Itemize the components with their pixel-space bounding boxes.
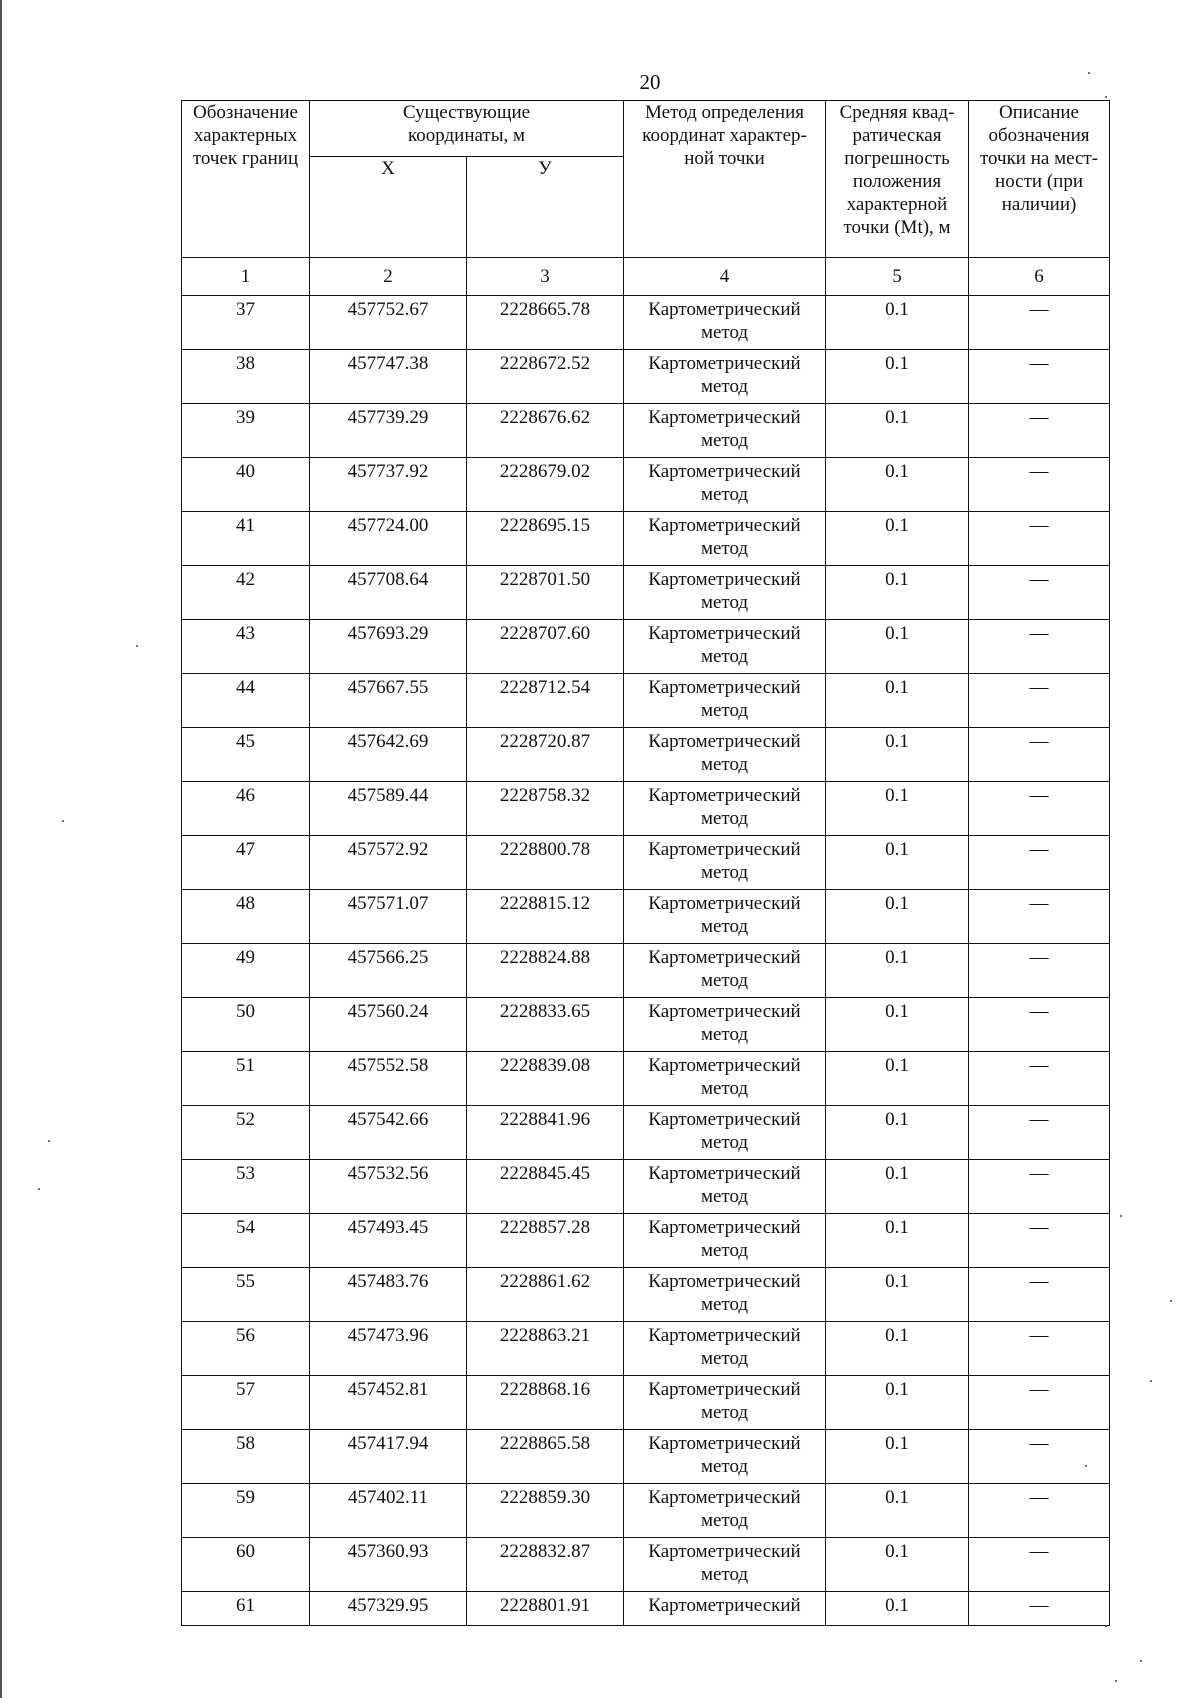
table-row <box>182 1484 1110 1538</box>
point-number-cell: 40 <box>182 458 310 512</box>
header-error-line: характерной <box>846 194 948 215</box>
description-cell: — <box>969 782 1110 836</box>
page-edge-line <box>0 0 2 1698</box>
method-text: Картометрический <box>648 569 801 590</box>
point-number-cell: 57 <box>182 1376 310 1430</box>
header-error-line: положения <box>852 171 942 192</box>
y-coordinate-cell: 2228712.54 <box>467 674 624 728</box>
x-coordinate-cell: 457402.11 <box>310 1484 467 1538</box>
y-coordinate-cell: 2228857.28 <box>467 1214 624 1268</box>
point-number-cell: 54 <box>182 1214 310 1268</box>
method-text: метод <box>700 1510 749 1531</box>
table-row <box>182 890 1110 944</box>
description-cell: — <box>969 836 1110 890</box>
error-value-cell: 0.1 <box>826 1322 969 1376</box>
scan-speck <box>62 820 64 822</box>
error-value-cell: 0.1 <box>826 890 969 944</box>
error-value-cell: 0.1 <box>826 728 969 782</box>
method-text: метод <box>700 970 749 991</box>
table-row <box>182 782 1110 836</box>
point-number-cell: 46 <box>182 782 310 836</box>
header-method-line: Метод определения <box>645 102 804 123</box>
point-number-cell: 49 <box>182 944 310 998</box>
point-number-cell: 43 <box>182 620 310 674</box>
point-number-cell: 41 <box>182 512 310 566</box>
point-number-cell: 45 <box>182 728 310 782</box>
x-coordinate-cell: 457566.25 <box>310 944 467 998</box>
table-row <box>182 296 1110 350</box>
x-coordinate-cell: 457552.58 <box>310 1052 467 1106</box>
method-text: метод <box>700 322 749 343</box>
x-coordinate-cell: 457724.00 <box>310 512 467 566</box>
table-row <box>182 1592 1110 1626</box>
point-number-cell: 50 <box>182 998 310 1052</box>
error-value-cell: 0.1 <box>826 1268 969 1322</box>
table-row <box>182 998 1110 1052</box>
x-coordinate-cell: 457642.69 <box>310 728 467 782</box>
point-number-cell: 39 <box>182 404 310 458</box>
header-description-line: точки на мест- <box>979 148 1099 169</box>
error-value-cell: 0.1 <box>826 566 969 620</box>
description-cell: — <box>969 1430 1110 1484</box>
method-cell <box>624 1106 826 1160</box>
scan-speck <box>1115 1680 1117 1682</box>
description-cell: — <box>969 512 1110 566</box>
description-cell: — <box>969 404 1110 458</box>
scan-speck <box>1140 1660 1142 1662</box>
y-coordinate-cell: 2228863.21 <box>467 1322 624 1376</box>
x-coordinate-cell: 457452.81 <box>310 1376 467 1430</box>
table-row <box>182 404 1110 458</box>
x-coordinate-cell: 457739.29 <box>310 404 467 458</box>
method-text: метод <box>700 376 749 397</box>
page-number: 20 <box>639 70 661 94</box>
y-coordinate-cell: 2228758.32 <box>467 782 624 836</box>
x-coordinate-cell: 457560.24 <box>310 998 467 1052</box>
method-text: Картометрический <box>648 893 801 914</box>
method-cell <box>624 512 826 566</box>
method-text: Картометрический <box>648 1379 801 1400</box>
error-value-cell: 0.1 <box>826 782 969 836</box>
header-coordinates <box>310 101 624 157</box>
description-cell: — <box>969 1538 1110 1592</box>
scan-speck <box>1085 1465 1087 1467</box>
table-row <box>182 512 1110 566</box>
scan-speck <box>1105 1625 1107 1627</box>
method-cell <box>624 728 826 782</box>
method-text: Картометрический <box>648 299 801 320</box>
table-row <box>182 458 1110 512</box>
method-cell <box>624 944 826 998</box>
method-text: метод <box>700 862 749 883</box>
error-value-cell: 0.1 <box>826 620 969 674</box>
header-method-line: ной точки <box>684 148 765 169</box>
x-coordinate-cell: 457572.92 <box>310 836 467 890</box>
scan-speck <box>1088 72 1090 74</box>
x-coordinate-cell: 457693.29 <box>310 620 467 674</box>
description-cell: — <box>969 1322 1110 1376</box>
description-cell: — <box>969 1052 1110 1106</box>
method-text: Картометрический <box>648 1055 801 1076</box>
y-coordinate-cell: 2228824.88 <box>467 944 624 998</box>
x-coordinate-cell: 457493.45 <box>310 1214 467 1268</box>
method-text: Картометрический <box>648 623 801 644</box>
y-coordinate-cell: 2228801.91 <box>467 1592 624 1626</box>
y-coordinate-cell: 2228841.96 <box>467 1106 624 1160</box>
description-cell: — <box>969 674 1110 728</box>
scan-speck <box>1170 1300 1172 1302</box>
header-description-line: Описание <box>999 102 1079 123</box>
description-cell: — <box>969 1268 1110 1322</box>
method-cell <box>624 674 826 728</box>
point-number-cell: 48 <box>182 890 310 944</box>
table-row <box>182 944 1110 998</box>
header-description-line: ности (при <box>995 171 1083 192</box>
point-number-cell: 55 <box>182 1268 310 1322</box>
method-cell <box>624 1322 826 1376</box>
y-coordinate-cell: 2228707.60 <box>467 620 624 674</box>
point-number-cell: 61 <box>182 1592 310 1626</box>
table-header <box>182 101 1110 296</box>
x-coordinate-cell: 457737.92 <box>310 458 467 512</box>
method-text: Картометрический <box>648 515 801 536</box>
method-text: Картометрический <box>648 1109 801 1130</box>
scan-speck <box>1150 1380 1152 1382</box>
header-description-line: обозначения <box>988 125 1090 146</box>
header-designation <box>182 101 310 258</box>
point-number-cell: 47 <box>182 836 310 890</box>
method-text: метод <box>700 1348 749 1369</box>
method-cell <box>624 404 826 458</box>
error-value-cell: 0.1 <box>826 998 969 1052</box>
error-value-cell: 0.1 <box>826 458 969 512</box>
y-coordinate-cell: 2228701.50 <box>467 566 624 620</box>
method-text: Картометрический <box>648 1163 801 1184</box>
method-cell <box>624 566 826 620</box>
table-row <box>182 1538 1110 1592</box>
description-cell: — <box>969 620 1110 674</box>
method-text: метод <box>700 484 749 505</box>
table-row <box>182 1268 1110 1322</box>
method-text: Картометрический <box>648 947 801 968</box>
error-value-cell: 0.1 <box>826 512 969 566</box>
x-coordinate-cell: 457542.66 <box>310 1106 467 1160</box>
description-cell: — <box>969 1160 1110 1214</box>
header-method <box>624 101 826 258</box>
point-number-cell: 53 <box>182 1160 310 1214</box>
method-text: Картометрический <box>648 461 801 482</box>
header-coordinates-line: Существующие <box>402 102 531 123</box>
method-text: метод <box>700 1564 749 1585</box>
point-number-cell: 52 <box>182 1106 310 1160</box>
description-cell: — <box>969 944 1110 998</box>
method-text: метод <box>700 1294 749 1315</box>
y-coordinate-cell: 2228800.78 <box>467 836 624 890</box>
column-number: 4 <box>624 258 826 296</box>
error-value-cell: 0.1 <box>826 944 969 998</box>
header-designation-line: точек границ <box>192 148 299 169</box>
error-value-cell: 0.1 <box>826 836 969 890</box>
header-error-line: погрешность <box>844 148 950 169</box>
y-coordinate-cell: 2228861.62 <box>467 1268 624 1322</box>
y-coordinate-cell: 2228865.58 <box>467 1430 624 1484</box>
error-value-cell: 0.1 <box>826 350 969 404</box>
point-number-cell: 56 <box>182 1322 310 1376</box>
method-text: Картометрический <box>648 785 801 806</box>
method-text: Картометрический <box>648 1325 801 1346</box>
error-value-cell: 0.1 <box>826 1484 969 1538</box>
y-coordinate-cell: 2228868.16 <box>467 1376 624 1430</box>
method-cell <box>624 1160 826 1214</box>
method-cell <box>624 782 826 836</box>
table-row <box>182 620 1110 674</box>
error-value-cell: 0.1 <box>826 1052 969 1106</box>
table-row <box>182 350 1110 404</box>
description-cell: — <box>969 566 1110 620</box>
method-text: Картометрический <box>648 839 801 860</box>
method-cell <box>624 296 826 350</box>
error-value-cell: 0.1 <box>826 1376 969 1430</box>
method-cell <box>624 350 826 404</box>
column-number: 5 <box>826 258 969 296</box>
method-cell <box>624 1592 826 1626</box>
x-coordinate-cell: 457483.76 <box>310 1268 467 1322</box>
header-description <box>969 101 1110 258</box>
scan-speck <box>1105 96 1107 98</box>
description-cell: — <box>969 350 1110 404</box>
x-coordinate-cell: 457747.38 <box>310 350 467 404</box>
method-cell <box>624 1376 826 1430</box>
x-coordinate-cell: 457571.07 <box>310 890 467 944</box>
table-row <box>182 1214 1110 1268</box>
method-cell <box>624 890 826 944</box>
y-coordinate-cell: 2228672.52 <box>467 350 624 404</box>
table-row <box>182 566 1110 620</box>
scan-speck <box>1120 1215 1122 1217</box>
method-text: Картометрический <box>648 677 801 698</box>
error-value-cell: 0.1 <box>826 1106 969 1160</box>
header-error <box>826 101 969 258</box>
scan-speck <box>38 1188 40 1190</box>
method-text: Картометрический <box>648 353 801 374</box>
x-coordinate-cell: 457589.44 <box>310 782 467 836</box>
y-coordinate-cell: 2228832.87 <box>467 1538 624 1592</box>
scan-speck <box>48 1140 50 1142</box>
method-text: Картометрический <box>648 407 801 428</box>
method-text: Картометрический <box>648 1595 801 1616</box>
point-number-cell: 59 <box>182 1484 310 1538</box>
table-row <box>182 1052 1110 1106</box>
method-text: метод <box>700 1240 749 1261</box>
column-number: 3 <box>467 258 624 296</box>
column-numbers-row <box>182 258 1110 296</box>
column-number: 1 <box>182 258 310 296</box>
y-coordinate-cell: 2228720.87 <box>467 728 624 782</box>
method-text: Картометрический <box>648 1487 801 1508</box>
method-cell <box>624 1430 826 1484</box>
x-coordinate-cell: 457360.93 <box>310 1538 467 1592</box>
y-coordinate-cell: 2228859.30 <box>467 1484 624 1538</box>
point-number-cell: 38 <box>182 350 310 404</box>
description-cell: — <box>969 728 1110 782</box>
method-text: метод <box>700 808 749 829</box>
header-error-line: Средняя квад- <box>839 102 955 123</box>
description-cell: — <box>969 998 1110 1052</box>
method-cell <box>624 1268 826 1322</box>
error-value-cell: 0.1 <box>826 404 969 458</box>
header-coordinates-line: координаты, м <box>407 125 526 146</box>
error-value-cell: 0.1 <box>826 1538 969 1592</box>
method-text: Картометрический <box>648 731 801 752</box>
error-value-cell: 0.1 <box>826 674 969 728</box>
header-error-line: точки (Mt), м <box>843 217 951 238</box>
point-number-cell: 58 <box>182 1430 310 1484</box>
point-number-cell: 51 <box>182 1052 310 1106</box>
error-value-cell: 0.1 <box>826 1430 969 1484</box>
table-row <box>182 836 1110 890</box>
description-cell: — <box>969 1592 1110 1626</box>
header-x: X <box>310 157 467 258</box>
method-text: метод <box>700 1132 749 1153</box>
y-coordinate-cell: 2228676.62 <box>467 404 624 458</box>
table-row <box>182 1430 1110 1484</box>
point-number-cell: 37 <box>182 296 310 350</box>
table-body <box>182 296 1110 1626</box>
x-coordinate-cell: 457532.56 <box>310 1160 467 1214</box>
error-value-cell: 0.1 <box>826 1592 969 1626</box>
header-y: У <box>467 157 624 258</box>
method-text: Картометрический <box>648 1001 801 1022</box>
column-number: 2 <box>310 258 467 296</box>
error-value-cell: 0.1 <box>826 1214 969 1268</box>
y-coordinate-cell: 2228845.45 <box>467 1160 624 1214</box>
description-cell: — <box>969 1106 1110 1160</box>
table-row <box>182 1376 1110 1430</box>
error-value-cell: 0.1 <box>826 296 969 350</box>
table-row <box>182 728 1110 782</box>
table-row <box>182 1106 1110 1160</box>
y-coordinate-cell: 2228665.78 <box>467 296 624 350</box>
method-text: метод <box>700 646 749 667</box>
method-text: метод <box>700 1078 749 1099</box>
y-coordinate-cell: 2228839.08 <box>467 1052 624 1106</box>
method-text: метод <box>700 430 749 451</box>
description-cell: — <box>969 1214 1110 1268</box>
x-coordinate-cell: 457473.96 <box>310 1322 467 1376</box>
method-cell <box>624 458 826 512</box>
method-text: метод <box>700 1402 749 1423</box>
method-text: метод <box>700 916 749 937</box>
method-text: метод <box>700 700 749 721</box>
table-row <box>182 674 1110 728</box>
method-text: метод <box>700 1186 749 1207</box>
y-coordinate-cell: 2228815.12 <box>467 890 624 944</box>
error-value-cell: 0.1 <box>826 1160 969 1214</box>
header-method-line: координат характер- <box>642 125 807 146</box>
point-number-cell: 42 <box>182 566 310 620</box>
coordinates-table <box>181 100 1110 1626</box>
description-cell: — <box>969 296 1110 350</box>
method-cell <box>624 620 826 674</box>
y-coordinate-cell: 2228695.15 <box>467 512 624 566</box>
y-coordinate-cell: 2228679.02 <box>467 458 624 512</box>
description-cell: — <box>969 890 1110 944</box>
column-number: 6 <box>969 258 1110 296</box>
method-text: Картометрический <box>648 1541 801 1562</box>
point-number-cell: 44 <box>182 674 310 728</box>
x-coordinate-cell: 457752.67 <box>310 296 467 350</box>
method-text: метод <box>700 592 749 613</box>
method-cell <box>624 1538 826 1592</box>
table-row <box>182 1160 1110 1214</box>
method-text: Картометрический <box>648 1217 801 1238</box>
method-text: метод <box>700 1456 749 1477</box>
header-designation-line: характерных <box>193 125 298 146</box>
scan-speck <box>136 645 138 647</box>
x-coordinate-cell: 457667.55 <box>310 674 467 728</box>
method-text: метод <box>700 754 749 775</box>
header-error-line: ратическая <box>852 125 942 146</box>
method-text: Картометрический <box>648 1271 801 1292</box>
description-cell: — <box>969 1484 1110 1538</box>
method-text: Картометрический <box>648 1433 801 1454</box>
x-coordinate-cell: 457329.95 <box>310 1592 467 1626</box>
method-text: метод <box>700 538 749 559</box>
method-cell <box>624 1214 826 1268</box>
table-row <box>182 1322 1110 1376</box>
method-text: метод <box>700 1024 749 1045</box>
header-description-line: наличии) <box>1001 194 1077 215</box>
y-coordinate-cell: 2228833.65 <box>467 998 624 1052</box>
method-cell <box>624 836 826 890</box>
point-number-cell: 60 <box>182 1538 310 1592</box>
description-cell: — <box>969 458 1110 512</box>
method-cell <box>624 998 826 1052</box>
method-cell <box>624 1052 826 1106</box>
x-coordinate-cell: 457417.94 <box>310 1430 467 1484</box>
method-cell <box>624 1484 826 1538</box>
description-cell: — <box>969 1376 1110 1430</box>
header-designation-line: Обозначение <box>193 102 298 123</box>
x-coordinate-cell: 457708.64 <box>310 566 467 620</box>
